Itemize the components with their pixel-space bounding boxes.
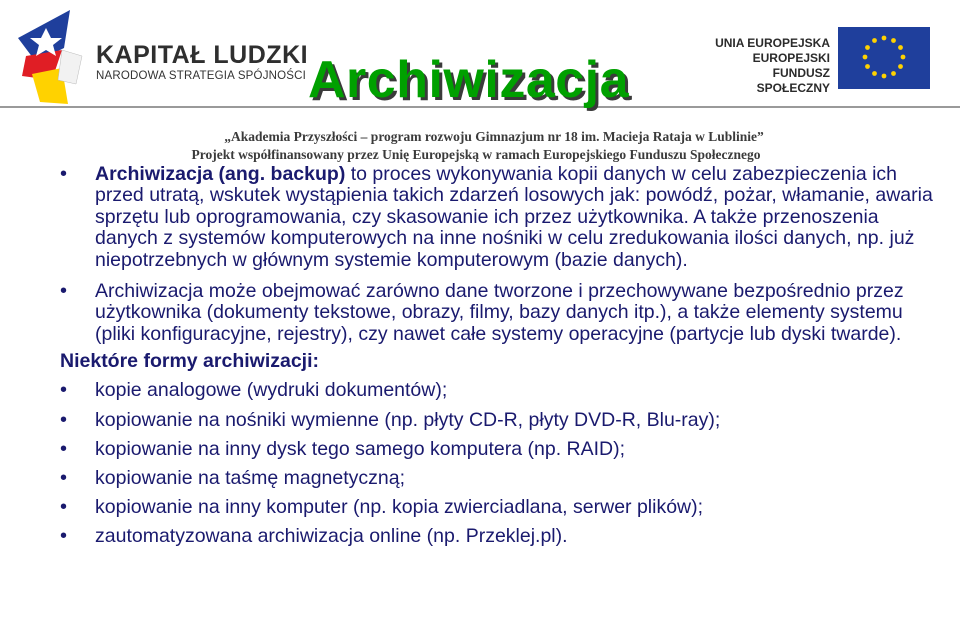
list-item: • kopiowanie na nośniki wymienne (np. płyty CD-R, płyty DVD-R, Blu-ray); (60, 410, 940, 431)
eu-line-1: UNIA EUROPEJSKA (715, 36, 830, 50)
eu-line-2: EUROPEJSKI (752, 51, 830, 65)
list-item: • zautomatyzowana archiwizacja online (np. Przeklej.pl). (60, 526, 940, 547)
list-item: • kopiowanie na taśmę magnetyczną; (60, 468, 940, 489)
definition-paragraph (60, 164, 940, 271)
kapital-ludzki-subtitle: NARODOWA STRATEGIA SPÓJNOŚCI (96, 70, 307, 82)
definition-text: to proces wykonywania kopii danych w celu zabezpieczenia ich przed utratą, wskutek wystąpienia takich zdarzeń losowych jak: powódź, pożar, włamanie, awaria sprzętu lub oprogramowania, czy skasowanie ich przez użytkownika. A także przenoszenia danych z systemów komputerowych na inne nośniki w celu zredukowania ilości danych, np. już niepotrzebnych w głównym systemie komputerowym (bazie danych). (95, 163, 933, 271)
kapital-ludzki-text (96, 42, 308, 82)
list-item: • kopiowanie na inny dysk tego samego komputera (np. RAID); (60, 439, 940, 460)
project-caption-line-2: Projekt współfinansowany przez Unię Europejską w ramach Europejskiego Funduszu Społecznego (191, 147, 761, 162)
kapital-ludzki-title: KAPITAŁ LUDZKI (96, 41, 309, 69)
definition-lead: Archiwizacja (ang. backup) (95, 163, 346, 185)
eu-flag-icon (838, 27, 930, 89)
page-title: Archiwizacja (308, 51, 630, 109)
scope-paragraph: • Archiwizacja może obejmować zarówno dane tworzone i przechowywane bezpośrednio przez użytkownika (dokumenty tekstowe, obrazy, filmy, bazy danych itp.), a także elementy systemu (pliki konfiguracyjne, rejestry), czy nawet całe systemy operacyjne (partycje lub dyski twarde). (60, 281, 940, 345)
slide-content (60, 158, 940, 548)
forms-heading: Niektóre formy archiwizacji: (60, 350, 320, 373)
list-item: • kopiowanie na inny komputer (np. kopia zwierciadlana, serwer plików); (60, 497, 940, 518)
eu-fund-text (706, 36, 830, 96)
kapital-ludzki-logo (18, 10, 84, 106)
list-item: • kopie analogowe (wydruki dokumentów); (60, 380, 940, 401)
project-caption-line-1: „Akademia Przyszłości – program rozwoju Gimnazjum nr 18 im. Macieja Rataja w Lublinie” (224, 129, 764, 144)
eu-line-3: FUNDUSZ SPOŁECZNY (756, 66, 830, 95)
